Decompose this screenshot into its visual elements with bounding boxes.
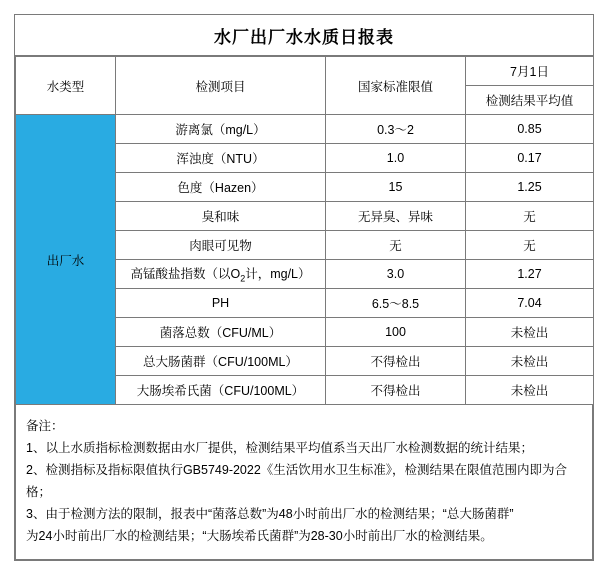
table-header: [16, 57, 594, 115]
item-result: 0.85: [466, 115, 594, 144]
item-limit: 不得检出: [326, 347, 466, 376]
note-line: 3、由于检测方法的限制，报表中“菌落总数”为48小时前出厂水的检测结果；“总大肠菌群”: [26, 507, 514, 521]
item-result: 0.17: [466, 144, 594, 173]
note-line: 1、以上水质指标检测数据由水厂提供，检测结果平均值系当天出厂水检测数据的统计结果；: [26, 441, 533, 455]
item-name-subscript: 2: [240, 273, 246, 284]
item-limit: 0.3～2: [326, 115, 466, 144]
note-line: 备注：: [26, 419, 64, 433]
item-limit: 6.5～8.5: [326, 289, 466, 318]
item-name: 总大肠菌群（CFU/100ML）: [116, 347, 326, 376]
item-limit: 不得检出: [326, 376, 466, 405]
item-limit: 无异臭、异味: [326, 202, 466, 231]
item-name: 浑浊度（NTU）: [116, 144, 326, 173]
water-quality-table: [15, 56, 594, 405]
item-name: 游离氯（mg/L）: [116, 115, 326, 144]
item-limit: 100: [326, 318, 466, 347]
note-line: 为24小时前出厂水的检测结果；“大肠埃希氏菌群”为28-30小时前出厂水的检测结果。: [26, 529, 493, 543]
item-name: 肉眼可见物: [116, 231, 326, 260]
header-test-item: 检测项目: [116, 57, 326, 115]
item-result: 未检出: [466, 347, 594, 376]
water-type-value: 出厂水: [16, 115, 116, 405]
item-limit: 3.0: [326, 260, 466, 289]
header-date: 7月1日: [466, 57, 594, 86]
table-body: [16, 115, 594, 405]
item-name: [116, 260, 326, 289]
item-name: PH: [116, 289, 326, 318]
header-water-type: 水类型: [16, 57, 116, 115]
item-name: 臭和味: [116, 202, 326, 231]
note-line: 2、检测指标及指标限值执行GB5749-2022《生活饮用水卫生标准》，检测结果在限值范围内即为合格；: [26, 463, 568, 499]
item-limit: 15: [326, 173, 466, 202]
page-title: 水厂出厂水水质日报表: [214, 27, 394, 47]
table-header-row-1: [16, 57, 594, 86]
item-result: 7.04: [466, 289, 594, 318]
header-national-limit: 国家标准限值: [326, 57, 466, 115]
item-limit: 1.0: [326, 144, 466, 173]
header-result-average: 检测结果平均值: [466, 86, 594, 115]
item-name-prefix: 高锰酸盐指数（以O: [130, 267, 241, 282]
item-result: 无: [466, 202, 594, 231]
item-result: 未检出: [466, 318, 594, 347]
report-title-row: [15, 15, 593, 56]
item-name: 大肠埃希氏菌（CFU/100ML）: [116, 376, 326, 405]
item-name: 菌落总数（CFU/ML）: [116, 318, 326, 347]
table-row: [16, 115, 594, 144]
report-sheet: [14, 14, 594, 561]
item-result: 未检出: [466, 376, 594, 405]
notes-section: [15, 405, 593, 560]
item-limit: 无: [326, 231, 466, 260]
item-result: 1.27: [466, 260, 594, 289]
item-result: 无: [466, 231, 594, 260]
item-result: 1.25: [466, 173, 594, 202]
item-name: 色度（Hazen）: [116, 173, 326, 202]
item-name-suffix: 计，mg/L）: [245, 267, 311, 282]
